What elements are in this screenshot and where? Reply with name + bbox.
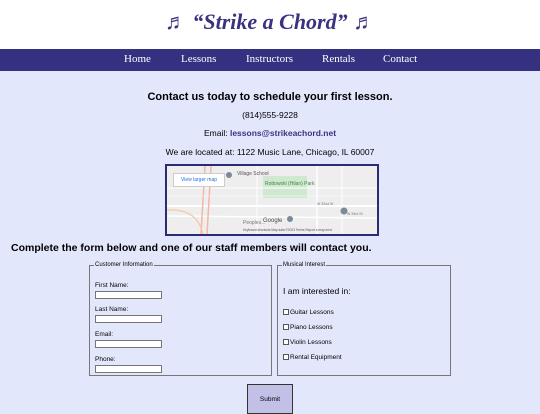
email-label: Email: [203, 128, 230, 138]
map-label-street-33: W 33rd St [347, 212, 363, 216]
view-larger-map-button[interactable]: View larger map [173, 173, 225, 187]
map-label-street-32: W 32nd St [317, 202, 334, 206]
address-line: We are located at: 1122 Music Lane, Chicago, IL 60007 [165, 147, 375, 157]
map-attribution: Keyboard shortcuts Map data ©2023 Terms Report a map error [243, 228, 333, 232]
nav-instructors[interactable]: Instructors [246, 53, 294, 65]
musical-interest-legend: Musical Interest [283, 262, 326, 268]
main-nav [0, 49, 540, 71]
contact-heading: Contact us today to schedule your first lesson. [147, 91, 393, 103]
email-line [0, 128, 540, 138]
piano-label: Piano Lessons [290, 324, 333, 331]
form-heading: Complete the form below and one of our staff members will contact you. [11, 242, 372, 254]
map-label-people: Peoples... [243, 220, 266, 226]
site-header [0, 0, 540, 49]
rental-checkbox[interactable] [283, 354, 289, 360]
email-label-field: Email: [95, 331, 114, 338]
interest-title: I am interested in: [283, 286, 351, 296]
option-rental[interactable] [283, 354, 342, 361]
nav-contact[interactable]: Contact [383, 53, 418, 65]
option-guitar[interactable] [283, 309, 334, 316]
first-name-input[interactable] [95, 291, 162, 299]
phone-input[interactable] [95, 365, 162, 373]
embedded-map[interactable] [165, 164, 379, 236]
email-link[interactable]: lessons@strikeachord.net [229, 128, 337, 138]
option-violin[interactable] [283, 339, 332, 346]
email-input[interactable] [95, 340, 162, 348]
last-name-input[interactable] [95, 315, 162, 323]
option-piano[interactable] [283, 324, 333, 331]
nav-rentals[interactable]: Rentals [322, 53, 355, 65]
customer-information-fieldset [89, 262, 272, 376]
violin-checkbox[interactable] [283, 339, 289, 345]
first-name-label: First Name: [95, 282, 129, 289]
guitar-label: Guitar Lessons [290, 309, 334, 316]
customer-information-legend: Customer Information [95, 262, 153, 268]
site-title: ♬ “Strike a Chord” ♬ [164, 9, 376, 34]
map-label-google: Google [263, 218, 283, 224]
submit-button[interactable]: Submit [247, 384, 293, 414]
musical-interest-fieldset [277, 262, 451, 376]
violin-label: Violin Lessons [290, 339, 332, 346]
phone-label: Phone: [95, 356, 116, 363]
nav-lessons[interactable]: Lessons [181, 53, 217, 65]
nav-home[interactable]: Home [124, 53, 151, 65]
map-label-park: Rottowski (Hilan) Park [265, 181, 315, 187]
guitar-checkbox[interactable] [283, 309, 289, 315]
phone-number: (814)555-9228 [242, 110, 298, 120]
map-label-village: Village School [237, 171, 269, 177]
last-name-label: Last Name: [95, 306, 129, 313]
rental-label: Rental Equipment [290, 354, 342, 361]
piano-checkbox[interactable] [283, 324, 289, 330]
